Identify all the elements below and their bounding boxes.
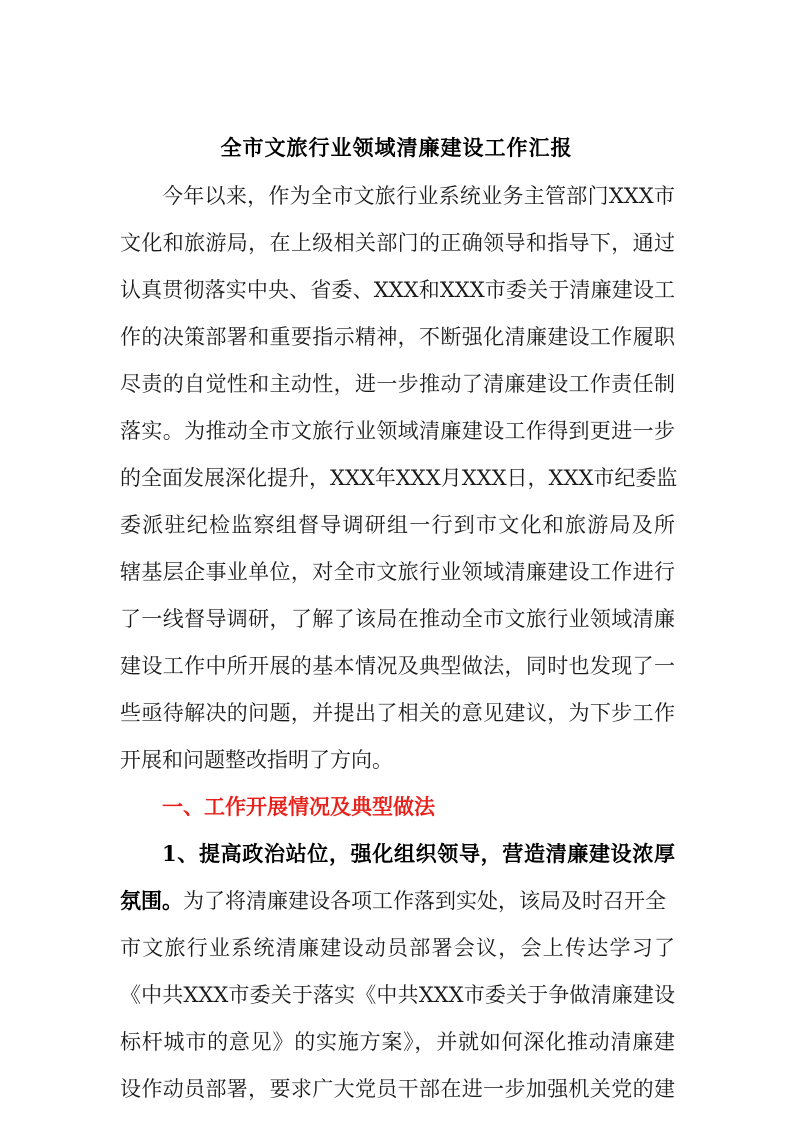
intro-line: 辖基层企事业单位，对全市文旅行业领域清廉建设工作进行: [120, 560, 675, 584]
section-heading: 一、工作开展情况及典型做法: [162, 794, 435, 819]
intro-line: 开展和问题整改指明了方向。: [120, 748, 393, 772]
document-title: 全市文旅行业领域清廉建设工作汇报: [220, 135, 573, 160]
intro-line: 认真贯彻落实中央、省委、XXX和XXX市委关于清廉建设工: [120, 278, 675, 302]
intro-line: 尽责的自觉性和主动性，进一步推动了清廉建设工作责任制: [120, 372, 675, 396]
body-line: 标杆城市的意见》的实施方案》，并就如何深化推动清廉建: [120, 1030, 675, 1054]
body-line: [120, 887, 675, 915]
intro-line: 作的决策部署和重要指示精神，不断强化清廉建设工作履职: [120, 325, 675, 349]
intro-line: 些亟待解决的问题，并提出了相关的意见建议，为下步工作: [120, 701, 675, 725]
intro-line: 落实。为推动全市文旅行业领域清廉建设工作得到更进一步: [120, 419, 675, 443]
intro-line: 委派驻纪检监察组督导调研组一行到市文化和旅游局及所: [120, 513, 675, 537]
body-line: 《中共XXX市委关于落实《中共XXX市委关于争做清廉建设: [120, 983, 675, 1007]
intro-line: 的全面发展深化提升，XXX年XXX月XXX日，XXX市纪委监: [120, 466, 678, 490]
body-line: 市文旅行业系统清廉建设动员部署会议，会上传达学习了: [120, 936, 675, 960]
subsection-heading: 1、提高政治站位，强化组织领导，营造清廉建设浓厚: [162, 841, 675, 866]
intro-line: 今年以来，作为全市文旅行业系统业务主管部门XXX市: [162, 184, 675, 208]
subsection-heading-end: 氛围。: [120, 888, 183, 913]
intro-line: 文化和旅游局，在上级相关部门的正确领导和指导下，通过: [120, 231, 675, 255]
body-text: 为了将清廉建设各项工作落到实处，该局及时召开全: [183, 889, 666, 913]
intro-line: 了一线督导调研，了解了该局在推动全市文旅行业领域清廉: [120, 607, 675, 631]
intro-line: 建设工作中所开展的基本情况及典型做法，同时也发现了一: [120, 654, 675, 678]
body-line: 设作动员部署，要求广大党员干部在进一步加强机关党的建: [120, 1077, 675, 1101]
